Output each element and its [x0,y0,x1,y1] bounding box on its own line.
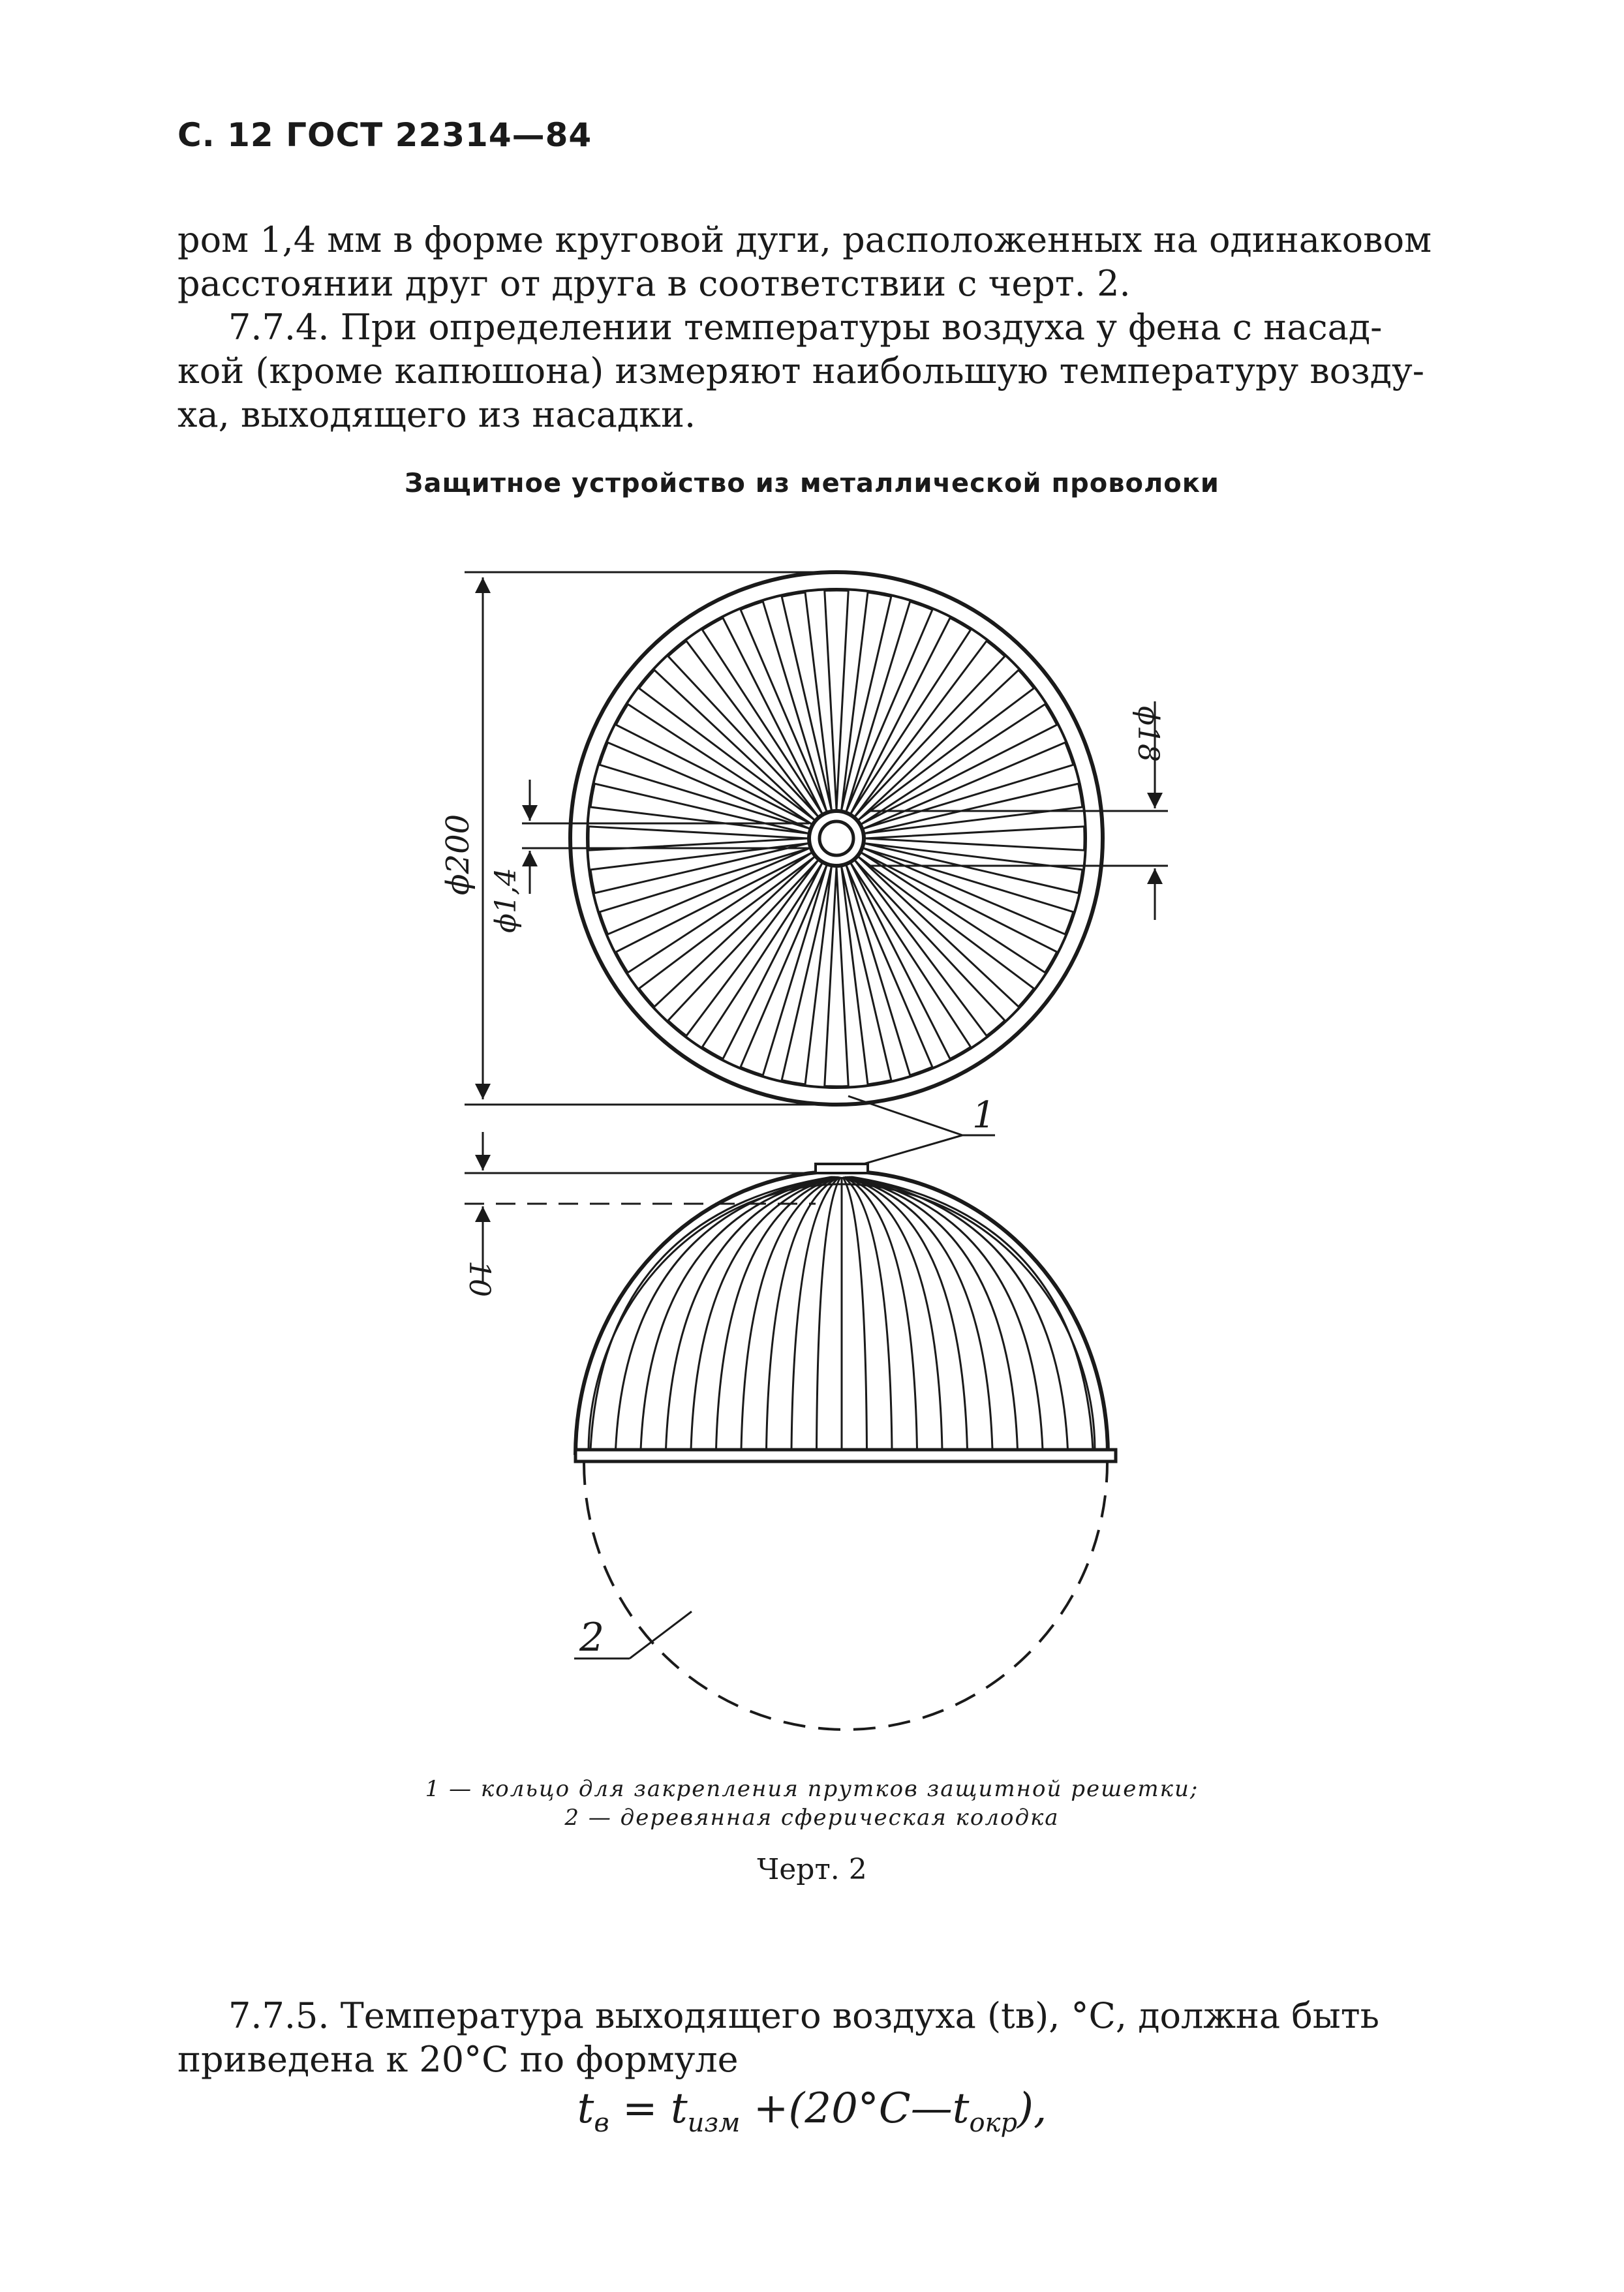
dome-rib [666,1177,835,1450]
page-header: С. 12 ГОСТ 22314—84 [177,116,592,154]
formula-t-measured: t [670,2085,688,2133]
dome-rib [817,1177,841,1450]
hub-ring [809,811,864,866]
guard-spoke [851,618,971,814]
guard-spoke [702,618,822,814]
paragraph-line: приведена к 20°С по формуле [177,2039,739,2080]
guard-top-view [570,572,1103,1105]
guard-spoke [616,704,812,824]
paragraph-line: кой (кроме капюшона) измеряют наибольшую температуру возду- [177,350,1424,391]
legend-block: 2 — деревянная сферическая колодка [564,1805,1060,1831]
formula-t-ambient-sub: окр [969,2107,1018,2138]
dome-rib [616,1177,833,1450]
formula-t-out: t [577,2085,594,2133]
formula-t-ambient: t [952,2085,970,2133]
dimension-hub-label: ϕ18 [1131,706,1165,762]
dimension-diameter [465,572,836,1105]
label-block: 2 [579,1615,605,1660]
dome-rib [843,1177,867,1450]
dome-rib [741,1177,838,1450]
formula-t-out-sub: в [594,2107,609,2138]
guard-spoke [616,853,812,973]
dome-rib [851,1177,1068,1450]
dome-rib [846,1177,942,1450]
label-ring: 1 [972,1094,996,1137]
wooden-block [584,1463,1107,1730]
paragraph-line: расстоянии друг от друга в соответствии с черт. 2. [177,263,1131,304]
dome-rib [850,1177,1043,1450]
dome-rib [641,1177,834,1450]
guard-spoke [851,863,971,1059]
paragraph-line: ха, выходящего из насадки. [177,394,696,435]
dimension-height [465,1132,816,1282]
formula-middle: +(20°С— [753,2085,953,2133]
paragraph-line: ром 1,4 мм в форме круговой дуги, расположенных на одинаковом [177,219,1432,260]
temperature-formula [0,2085,1624,2138]
dimension-height-label: 10 [463,1261,496,1297]
dimension-diameter-label: ϕ200 [440,814,476,896]
paragraph-line: 7.7.5. Температура выходящего воздуха (tв), °С, должна быть [228,1995,1380,2036]
guard-spoke [861,704,1057,824]
paragraph-line: 7.7.4. При определении температуры воздуха у фена с насад- [228,307,1383,348]
formula-t-measured-sub: изм [687,2107,741,2138]
dome-ribs [590,1177,1093,1450]
dome-base-ring [575,1450,1116,1461]
guard-side-view [575,1164,1116,1730]
formula-end: ), [1017,2085,1047,2133]
dome-top-ring [816,1164,868,1173]
guard-spoke [702,863,822,1059]
dome-rib [791,1177,840,1450]
figure-caption: Черт. 2 [757,1853,867,1886]
dimension-wire-label: ϕ1,4 [489,868,523,933]
figure-title: Защитное устройство из металлической проволоки [405,468,1219,498]
dome-rib [849,1177,1018,1450]
guard-spoke [861,853,1057,973]
legend-ring: 1 — кольцо для закрепления прутков защитной решетки; [425,1776,1199,1802]
formula-equals: = [622,2085,658,2133]
dome-rib [844,1177,892,1450]
